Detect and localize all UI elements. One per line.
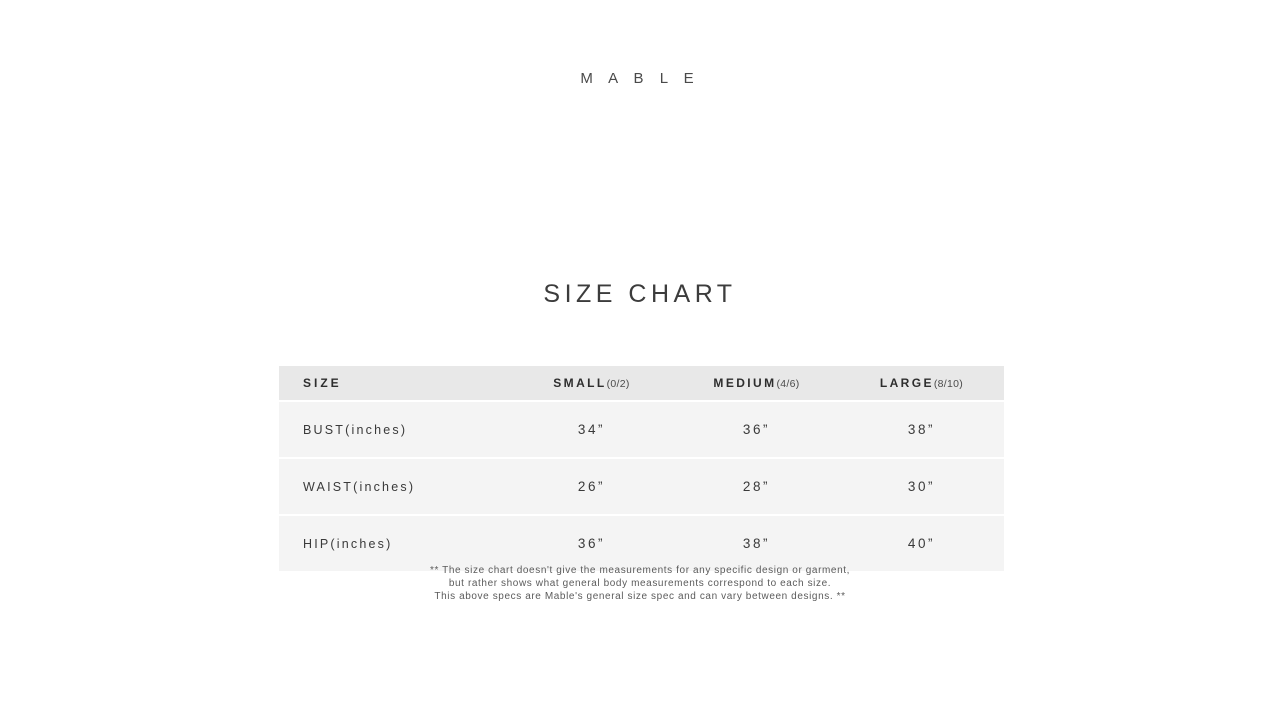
footnote-line-3: This above specs are Mable's general size spec and can vary between designs. ** <box>434 591 846 602</box>
size-chart-table-wrapper <box>279 366 1004 571</box>
table-body <box>279 401 1004 571</box>
row-label-bust: BUST(inches) <box>279 401 509 458</box>
cell-hip-medium: 38” <box>674 515 839 571</box>
column-header-small-label: SMALL <box>553 376 607 390</box>
column-header-small-sub: (0/2) <box>606 378 630 390</box>
column-header-large-label: LARGE <box>879 376 934 390</box>
table-row <box>279 515 1004 571</box>
row-label-hip: HIP(inches) <box>279 515 509 571</box>
column-header-size-label: SIZE <box>303 376 342 390</box>
table-row <box>279 401 1004 458</box>
footnote-line-1: ** The size chart doesn't give the measurements for any specific design or garment, <box>429 565 851 576</box>
cell-hip-small: 36” <box>509 515 674 571</box>
cell-waist-small: 26” <box>509 458 674 515</box>
cell-bust-medium: 36” <box>674 401 839 458</box>
column-header-size <box>279 366 509 401</box>
cell-waist-medium: 28” <box>674 458 839 515</box>
row-label-waist: WAIST(inches) <box>279 458 509 515</box>
cell-bust-large: 38” <box>839 401 1004 458</box>
footnote-line-2: but rather shows what general body measurements correspond to each size. <box>448 578 832 589</box>
footnote <box>0 564 1280 603</box>
column-header-medium-sub: (4/6) <box>776 378 800 390</box>
column-header-medium <box>674 366 839 401</box>
table-header-row <box>279 366 1004 401</box>
cell-bust-small: 34” <box>509 401 674 458</box>
table-header <box>279 366 1004 401</box>
column-header-large-sub: (8/10) <box>933 378 964 390</box>
size-chart-table <box>279 366 1004 571</box>
column-header-small <box>509 366 674 401</box>
column-header-medium-label: MEDIUM <box>713 376 777 390</box>
cell-hip-large: 40” <box>839 515 1004 571</box>
brand-logo: M A B L E <box>580 70 700 87</box>
cell-waist-large: 30” <box>839 458 1004 515</box>
table-row <box>279 458 1004 515</box>
page-title: SIZE CHART <box>543 280 737 308</box>
column-header-large <box>839 366 1004 401</box>
